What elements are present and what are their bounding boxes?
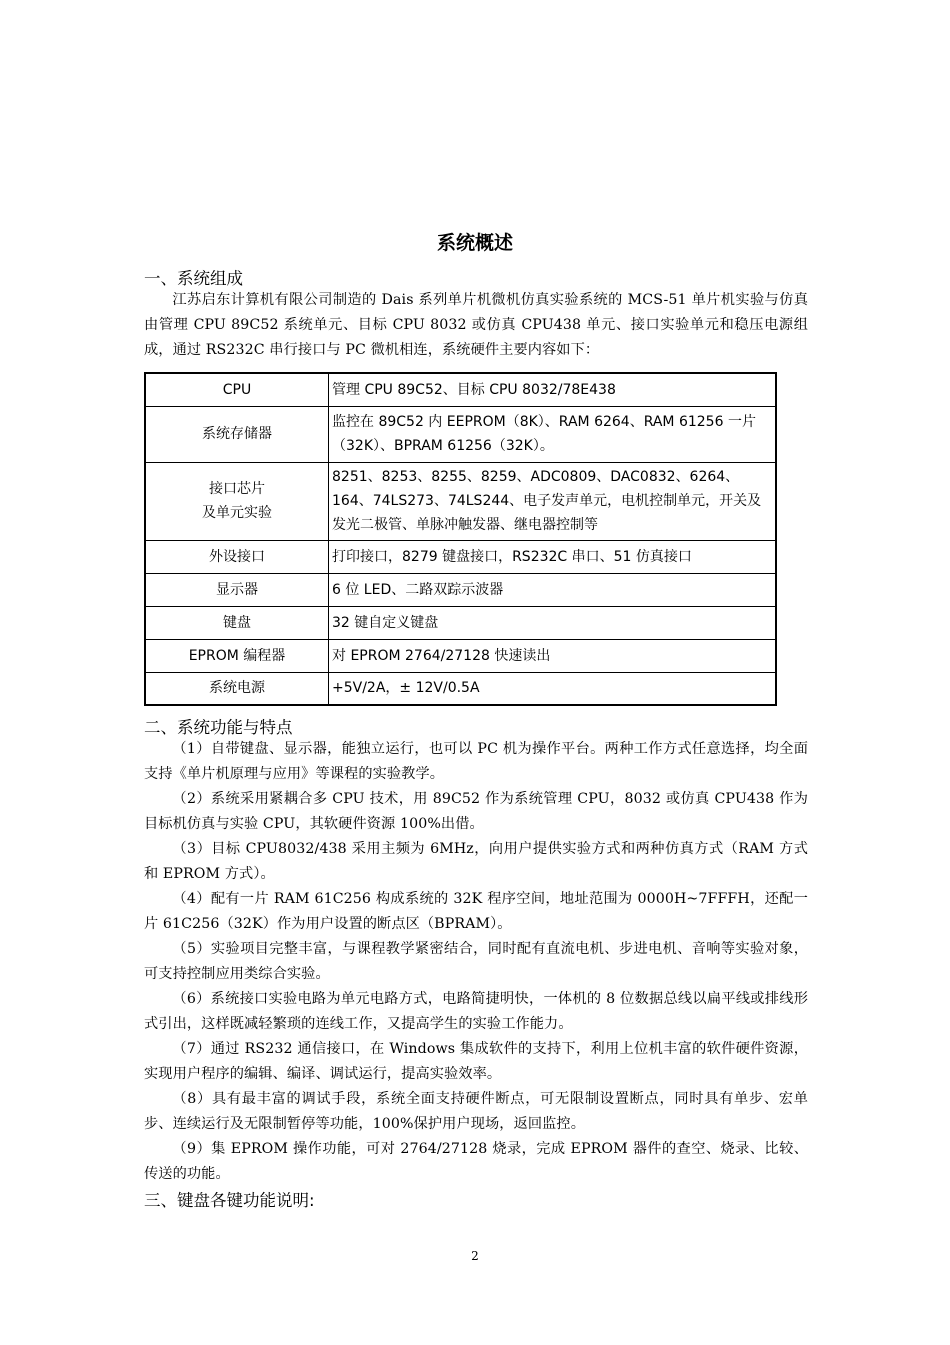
section-heading-features: 二、系统功能与特点 bbox=[144, 718, 293, 737]
feature-item: （7）通过 RS232 通信接口，在 Windows 集成软件的支持下，利用上位机丰富的软件硬件资源，实现用户程序的编辑、编译、调试运行，提高实验效率。 bbox=[144, 1041, 808, 1082]
table-row bbox=[145, 373, 776, 406]
table-key-cell: 外设接口 bbox=[145, 540, 329, 573]
feature-item: （1）自带键盘、显示器，能独立运行，也可以 PC 机为操作平台。两种工作方式任意选择，均全面支持《单片机原理与应用》等课程的实验教学。 bbox=[144, 741, 808, 782]
section-heading-keyboard: 三、键盘各键功能说明: bbox=[144, 1191, 315, 1210]
table-key-cell: 系统存储器 bbox=[145, 406, 329, 462]
table-key-cell: CPU bbox=[145, 373, 329, 406]
table-row bbox=[145, 462, 776, 540]
page-number: 2 bbox=[471, 1249, 479, 1263]
table-key-cell: EPROM 编程器 bbox=[145, 639, 329, 672]
table-value-cell: 监控在 89C52 内 EEPROM（8K）、RAM 6264、RAM 61256 一片（32K）、BPRAM 61256（32K）。 bbox=[329, 406, 777, 462]
feature-item: （6）系统接口实验电路为单元电路方式，电路简捷明快，一体机的 8 位数据总线以扁平线或排线形式引出，这样既减轻繁琐的连线工作，又提高学生的实验工作能力。 bbox=[144, 991, 808, 1032]
feature-item: （4）配有一片 RAM 61C256 构成系统的 32K 程序空间，地址范围为 0000H~7FFFH，还配一片 61C256（32K）作为用户设置的断点区（BPRAM）。 bbox=[144, 891, 808, 932]
table-key-cell: 显示器 bbox=[145, 573, 329, 606]
table-value-cell: 对 EPROM 2764/27128 快速读出 bbox=[329, 639, 777, 672]
table-key-cell: 系统电源 bbox=[145, 672, 329, 705]
feature-item: （5）实验项目完整丰富，与课程教学紧密结合，同时配有直流电机、步进电机、音响等实验对象，可支持控制应用类综合实验。 bbox=[144, 941, 808, 982]
table-value-cell: 8251、8253、8255、8259、ADC0809、DAC0832、6264、164、74LS273、74LS244、电子发声单元，电机控制单元，开关及发光二极管、单脉冲触发器、继电器控制等 bbox=[329, 462, 777, 540]
table-row bbox=[145, 406, 776, 462]
table-value-cell: 打印接口，8279 键盘接口，RS232C 串口、51 仿真接口 bbox=[329, 540, 777, 573]
table-key-cell: 接口芯片 及单元实验 bbox=[145, 462, 329, 540]
table-key-cell: 键盘 bbox=[145, 606, 329, 639]
table-row bbox=[145, 639, 776, 672]
section-intro-paragraph: 江苏启东计算机有限公司制造的 Dais 系列单片机微机仿真实验系统的 MCS-51 单片机实验与仿真由管理 CPU 89C52 系统单元、目标 CPU 8032 或仿真 CPU438 单元、接口实验单元和稳压电源组成，通过 RS232C 串行接口与 PC 微机相连，系统硬件主要内容如下： bbox=[144, 292, 808, 358]
feature-item: （9）集 EPROM 操作功能，可对 2764/27128 烧录，完成 EPROM 器件的查空、烧录、比较、传送的功能。 bbox=[144, 1141, 808, 1182]
table-value-cell: 6 位 LED、二路双踪示波器 bbox=[329, 573, 777, 606]
table-row bbox=[145, 672, 776, 705]
feature-item: （8）具有最丰富的调试手段，系统全面支持硬件断点，可无限制设置断点，同时具有单步、宏单步、连续运行及无限制暂停等功能，100%保护用户现场，返回监控。 bbox=[144, 1091, 808, 1132]
table-row bbox=[145, 540, 776, 573]
table-value-cell: 管理 CPU 89C52、目标 CPU 8032/78E438 bbox=[329, 373, 777, 406]
hardware-spec-table bbox=[144, 372, 777, 706]
section-heading-composition: 一、系统组成 bbox=[144, 269, 243, 288]
table-value-cell: +5V/2A，± 12V/0.5A bbox=[329, 672, 777, 705]
table-row bbox=[145, 573, 776, 606]
table-value-cell: 32 键自定义键盘 bbox=[329, 606, 777, 639]
feature-item: （2）系统采用紧耦合多 CPU 技术，用 89C52 作为系统管理 CPU，8032 或仿真 CPU438 作为目标机仿真与实验 CPU，其软硬件资源 100%出借。 bbox=[144, 791, 808, 832]
feature-item: （3）目标 CPU8032/438 采用主频为 6MHz，向用户提供实验方式和两种仿真方式（RAM 方式和 EPROM 方式）。 bbox=[144, 841, 808, 882]
table-row bbox=[145, 606, 776, 639]
page-title: 系统概述 bbox=[436, 232, 513, 254]
